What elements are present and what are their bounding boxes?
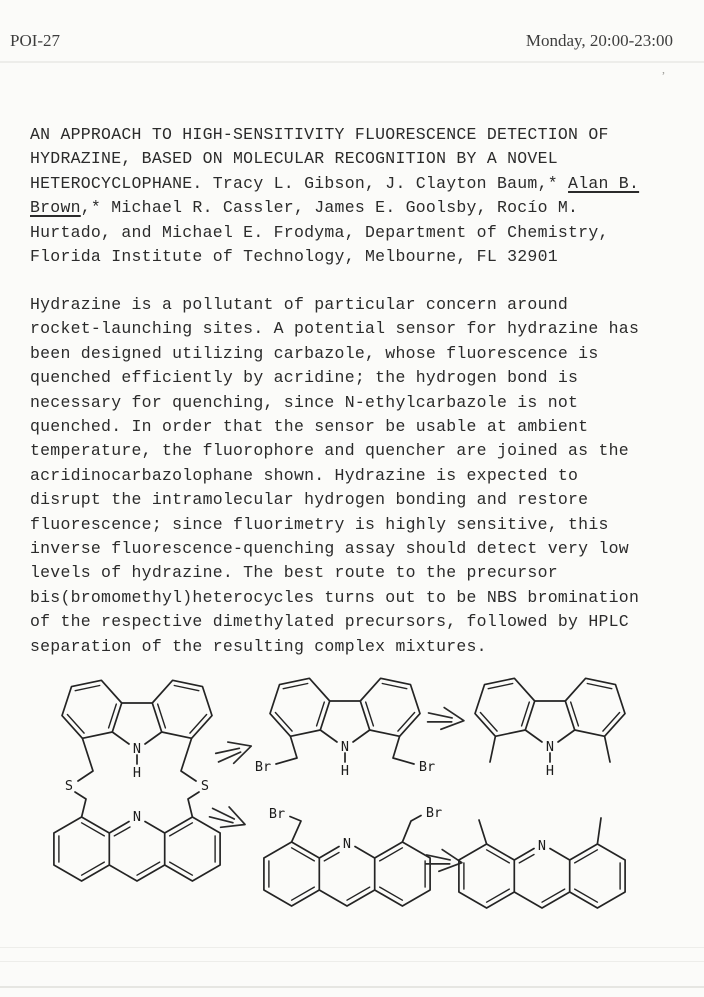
bromine-label: Br: [268, 806, 286, 822]
underlined-author: Alan B.: [568, 173, 640, 193]
abstract-line: rocket-launching sites. A potential sensor for hydrazine has: [30, 319, 640, 339]
abstract-line: been designed utilizing carbazole, whose fluorescence is: [30, 343, 599, 363]
acridine-double-bonds: [59, 823, 215, 875]
underlined-author: Brown: [30, 198, 81, 218]
structure-dimethylacridine: [445, 802, 645, 924]
session-code: POI-27: [10, 31, 61, 50]
abstract-line: quenched efficiently by acridine; the hydrogen bond is: [30, 368, 579, 388]
bromine-label: Br: [254, 759, 272, 775]
acridine-double-bonds: [269, 848, 425, 900]
scan-artifact-band: [0, 986, 704, 988]
acridine-right-ring: [570, 844, 625, 908]
carbazole-right-ring: [152, 680, 212, 738]
bromine-label: Br: [418, 759, 436, 775]
acridine-middle-ring: [109, 822, 164, 882]
abstract-line: acridinocarbazolophane shown. Hydrazine is expected to: [30, 465, 579, 485]
scan-artifact-band: [0, 961, 704, 962]
acridine-double-bonds: [464, 850, 620, 902]
acridine-left-ring: [264, 842, 319, 906]
acridine-left-ring: [459, 844, 514, 908]
carbazole-left-ring: [270, 678, 330, 736]
abstract-line: fluorescence; since fluorimetry is highly sensitive, this: [30, 514, 609, 534]
abstract-line: Hydrazine is a pollutant of particular concern around: [30, 295, 569, 314]
carbazole-right-ring: [360, 678, 420, 736]
sulfur-label: S: [64, 778, 74, 794]
carbazole-left-ring: [62, 680, 122, 738]
sulfur-label: S: [200, 778, 210, 794]
structure-acridinocarbazolophane: [40, 678, 250, 893]
structure-bis-bromomethyl-carbazole: [245, 670, 445, 785]
nitrogen-label: N: [342, 836, 352, 852]
acridine-middle-ring: [514, 849, 569, 909]
acridine-right-ring: [375, 842, 430, 906]
title-line: AN APPROACH TO HIGH-SENSITIVITY FLUORESCENCE DETECTION OF: [30, 125, 609, 144]
title-author-block: [30, 123, 639, 269]
hydrogen-label: H: [132, 765, 142, 781]
carbazole-double-bonds: [67, 686, 206, 734]
acridine-left-ring: [54, 817, 109, 881]
nitrogen-label: N: [545, 739, 555, 755]
abstract-line: quenched. In order that the sensor be usable at ambient: [30, 417, 589, 437]
title-line: Brown,* Michael R. Cassler, James E. Goolsby, Rocío M.: [30, 198, 579, 218]
session-schedule: Monday, 20:00-23:00: [525, 31, 673, 50]
scan-artifact-band: [0, 947, 704, 948]
bromine-label: Br: [425, 805, 443, 821]
title-line: HETEROCYCLOPHANE. Tracy L. Gibson, J. Clayton Baum,* Alan B.: [30, 173, 640, 193]
nitrogen-label: N: [132, 809, 142, 825]
nitrogen-label: N: [537, 838, 547, 854]
carbazole-double-bonds: [275, 684, 414, 732]
structure-dimethylcarbazole: [450, 670, 650, 785]
abstract-line: separation of the resulting complex mixtures.: [30, 636, 487, 656]
abstract-line: levels of hydrazine. The best route to the precursor: [30, 563, 558, 583]
title-line: Florida Institute of Technology, Melbourne, FL 32901: [30, 247, 558, 267]
carbazole-right-ring: [565, 678, 625, 736]
hydrogen-label: H: [545, 763, 555, 779]
acridine-middle-ring: [319, 847, 374, 907]
scan-artifact-band: [0, 61, 704, 63]
page-header: [10, 31, 673, 51]
scan-speck: ,: [662, 62, 665, 76]
abstract-line: necessary for quenching, since N-ethylcarbazole is not: [30, 392, 579, 412]
bromomethyl-bonds: [290, 816, 421, 843]
carbazole-double-bonds: [480, 684, 619, 732]
abstract-line: inverse fluorescence-quenching assay should detect very low: [30, 539, 629, 559]
abstract-line: of the respective dimethylated precursors, followed by HPLC: [30, 612, 629, 632]
nitrogen-label: N: [132, 741, 142, 757]
carbazole-left-ring: [475, 678, 535, 736]
title-line: HYDRAZINE, BASED ON MOLECULAR RECOGNITION BY A NOVEL: [30, 149, 558, 169]
nitrogen-label: N: [340, 739, 350, 755]
structure-bis-bromomethyl-acridine: [250, 800, 450, 922]
title-line: Hurtado, and Michael E. Frodyma, Department of Chemistry,: [30, 222, 609, 242]
abstract-block: [30, 293, 639, 659]
abstract-line: bis(bromomethyl)heterocycles turns out to be NBS bromination: [30, 587, 640, 607]
abstract-line: disrupt the intramolecular hydrogen bonding and restore: [30, 490, 589, 510]
hydrogen-label: H: [340, 763, 350, 779]
abstract-line: temperature, the fluorophore and quencher are joined as the: [30, 441, 629, 461]
